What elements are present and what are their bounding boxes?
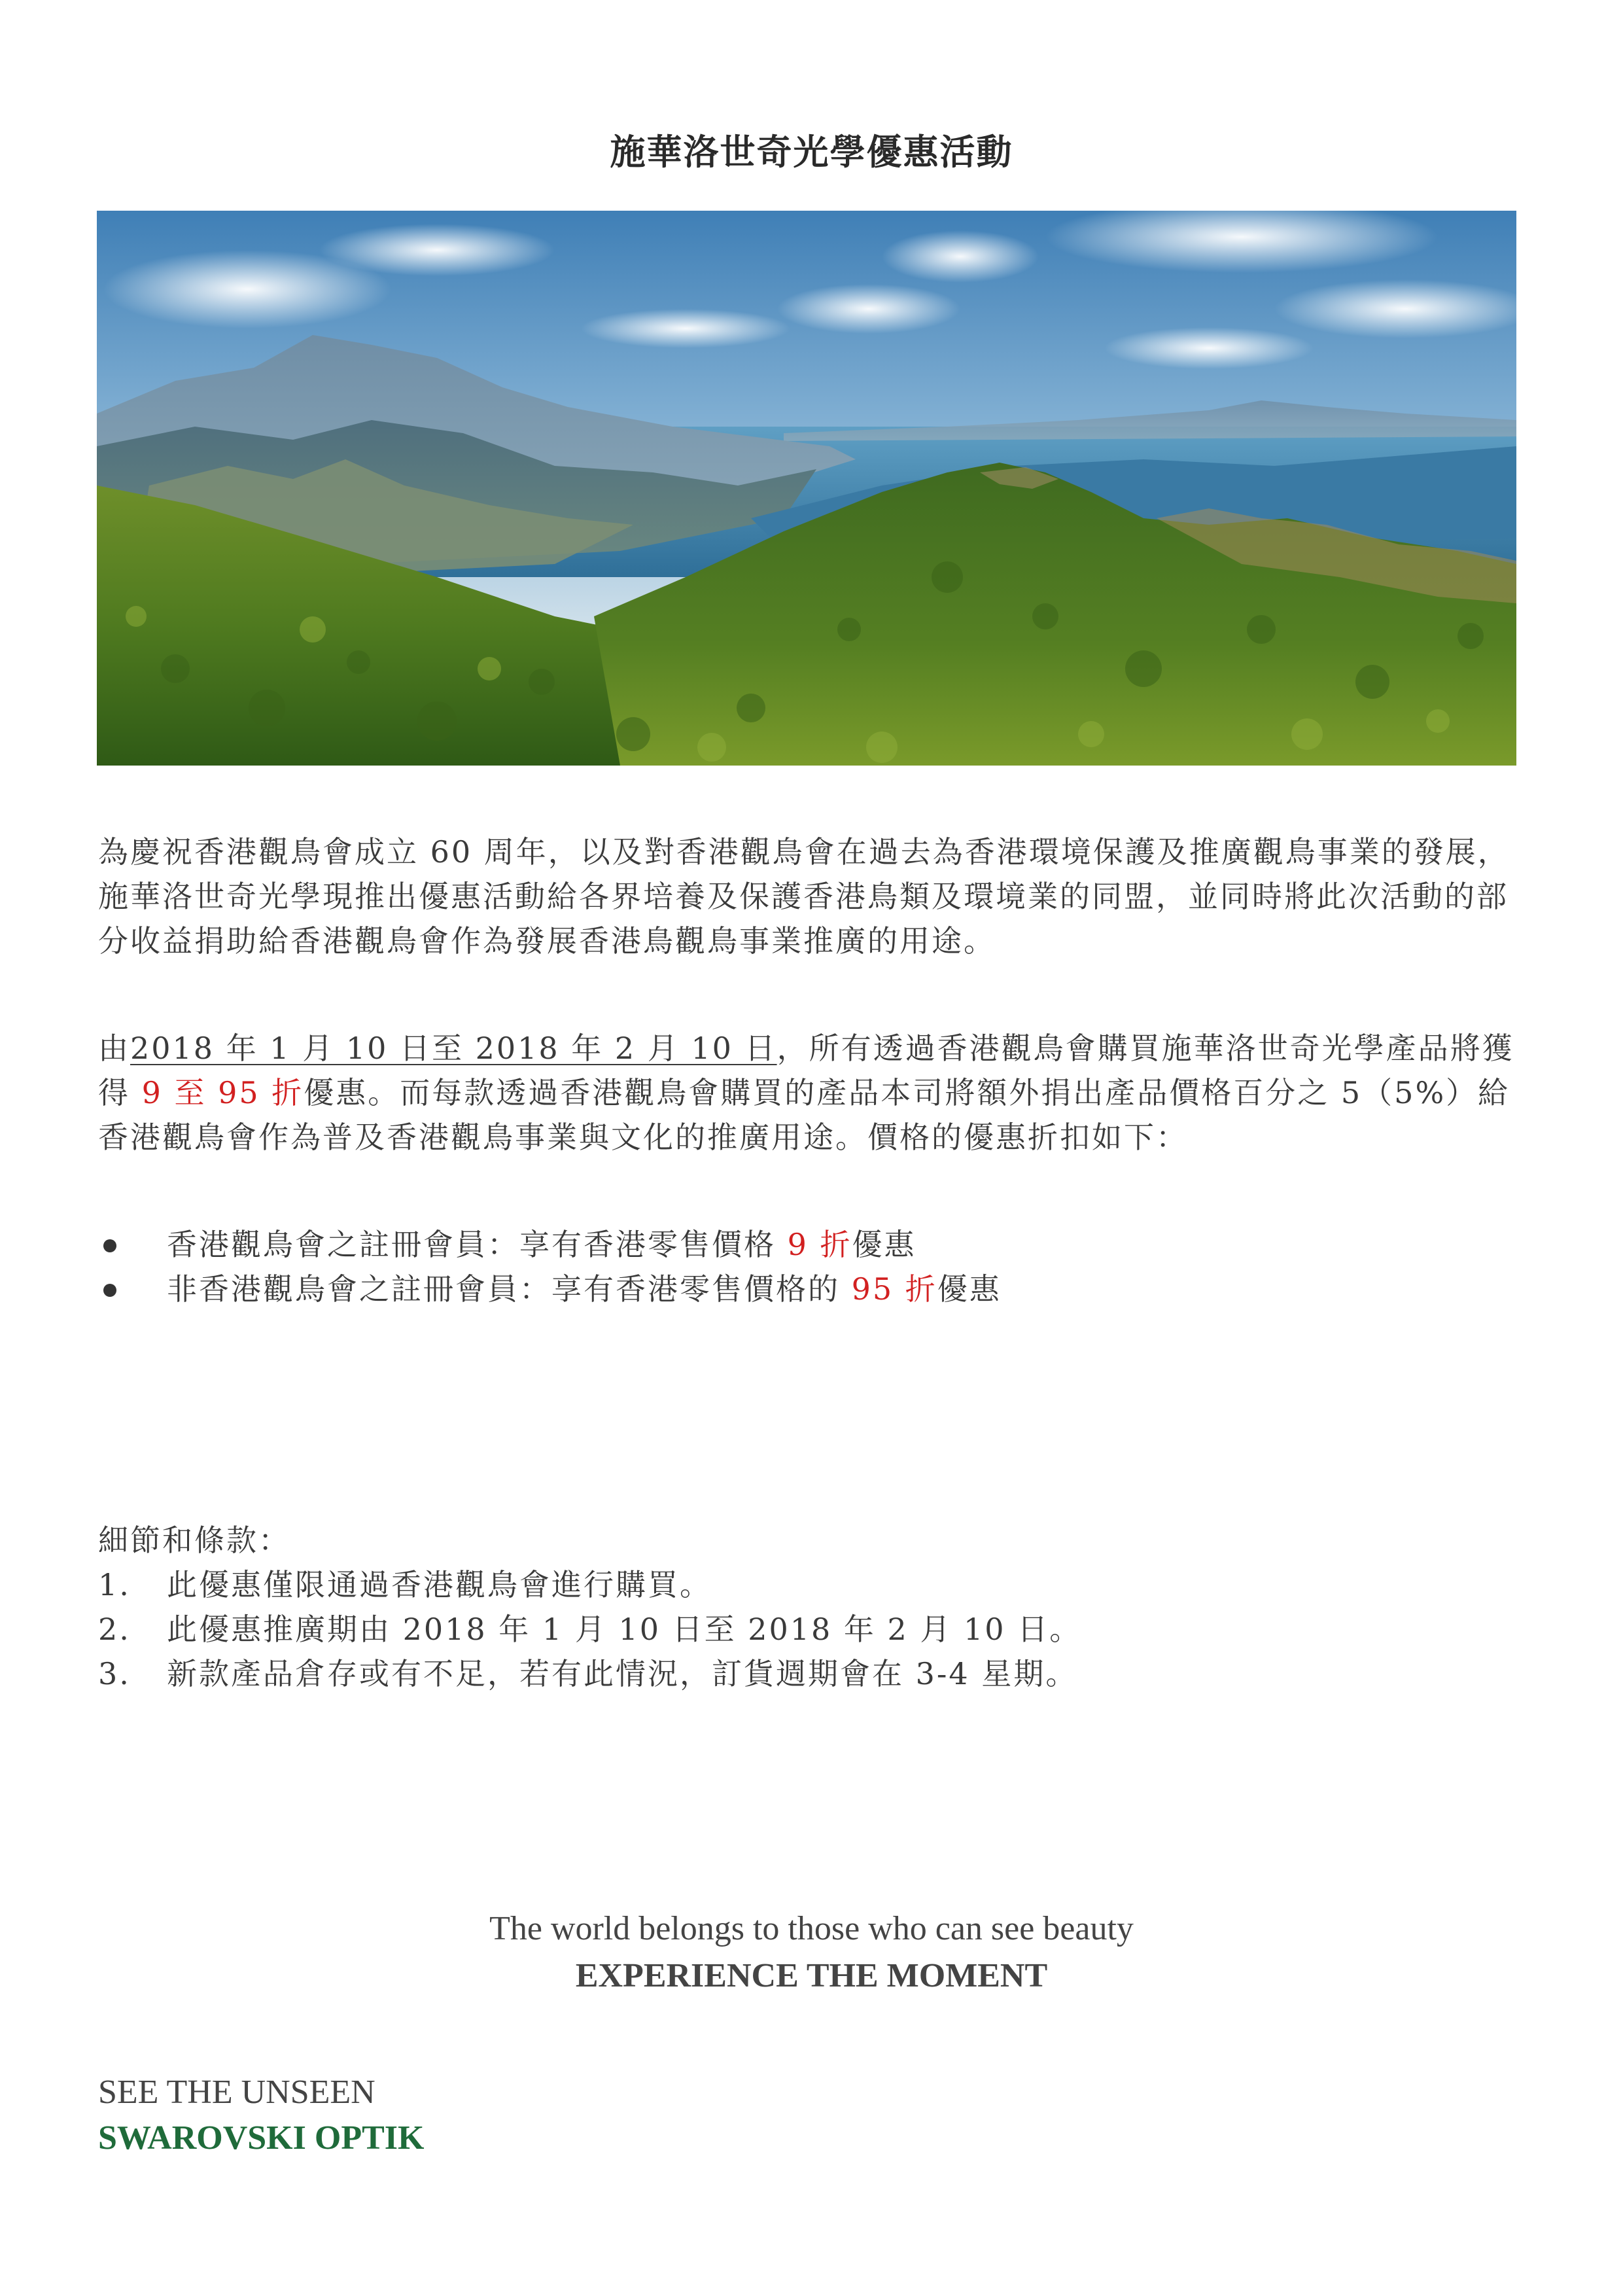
benefit-item-member [98,1222,1002,1267]
offer-rest: 優惠。而每款透過香港觀鳥會購買的產品本司將額外捐出產品價格百分之 5（5%）給香港觀鳥會作為普及香港觀鳥事業與文化的推廣用途。價格的優惠折扣如下： [98,1075,1510,1155]
benefit-suffix: 優惠 [937,1271,1002,1307]
bullet-dot-icon [103,1284,116,1297]
terms-item-text: 此優惠推廣期由 2018 年 1 月 10 日至 2018 年 2 月 10 日。 [167,1612,1082,1647]
slogan-line-1: The world belongs to those who can see beauty [489,1910,1134,1947]
terms-item-number: 3. [98,1656,131,1691]
offer-paragraph [98,1026,1518,1159]
offer-discount-range: 9 至 95 折 [141,1075,304,1110]
terms-heading: 細節和條款： [98,1523,290,1558]
hero-landscape-image [97,211,1516,766]
intro-paragraph: 為慶祝香港觀鳥會成立 60 周年，以及對香港觀鳥會在過去為香港環境保護及推廣觀鳥事業的發展，施華洛世奇光學現推出優惠活動給各界培養及保護香港鳥類及環境業的同盟，並同時將此次活動的部分收益捐助給香港觀鳥會作為發展香港鳥觀鳥事業推廣的用途。 [98,834,1510,959]
offer-after-period: ，所有透過香港觀鳥會購買施華洛世奇光學產品將獲得 [98,1031,1514,1110]
benefit-text: 香港觀鳥會之註冊會員：享有香港零售價格 [167,1227,776,1262]
terms-item-text: 新款產品倉存或有不足，若有此情況，訂貨週期會在 3-4 星期。 [167,1656,1078,1691]
terms-item-text: 此優惠僅限通過香港觀鳥會進行購買。 [167,1567,712,1602]
benefit-item-non-member [98,1267,1002,1311]
terms-section [98,1518,1081,1696]
benefit-discount: 95 折 [851,1271,937,1307]
brand-tagline: SEE THE UNSEEN [98,2074,375,2111]
bullet-dot-icon [103,1239,116,1252]
terms-item [98,1563,1081,1607]
brand-name: SWAROVSKI OPTIK [98,2119,425,2157]
benefits-list [98,1222,1002,1311]
slogan-line-2: EXPERIENCE THE MOMENT [575,1957,1048,1994]
terms-list [98,1563,1081,1696]
offer-period: 2018 年 1 月 10 日至 2018 年 2 月 10 日 [130,1031,777,1066]
terms-item [98,1651,1081,1696]
page-title: 施華洛世奇光學優惠活動 [610,131,1013,173]
benefit-suffix: 優惠 [852,1227,916,1262]
benefit-text: 非香港觀鳥會之註冊會員：享有香港零售價格的 [167,1271,840,1307]
offer-prefix: 由 [98,1031,130,1066]
terms-item [98,1607,1081,1651]
benefit-discount: 9 折 [787,1227,852,1262]
terms-item-number: 1. [98,1567,131,1602]
terms-item-number: 2. [98,1612,131,1647]
